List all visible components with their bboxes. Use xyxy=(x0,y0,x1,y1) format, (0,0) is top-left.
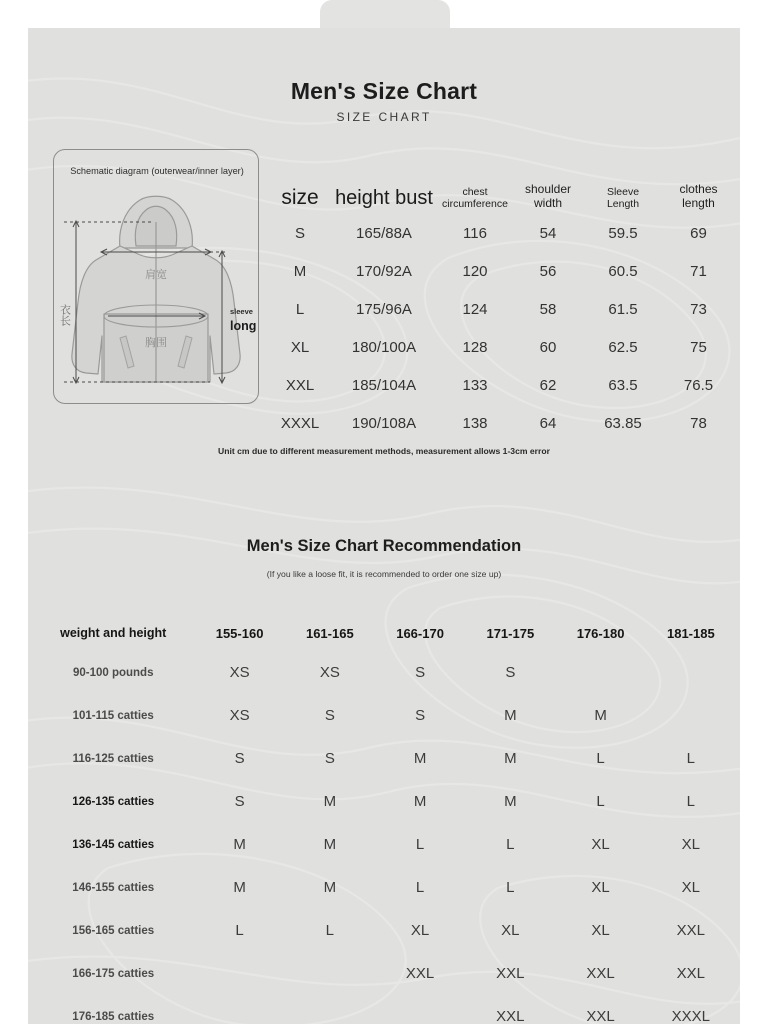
size-cell-length: 73 xyxy=(690,300,707,318)
label-sleeve-small: sleeve xyxy=(230,307,253,316)
size-cell-height_bust: 180/100A xyxy=(351,338,417,356)
size-cell-chest: 128 xyxy=(462,338,488,356)
table-row xyxy=(32,694,736,737)
recommended-size-cell: XS xyxy=(319,664,340,681)
recommended-size-cell xyxy=(555,651,645,694)
size-cell-sleeve: 61.5 xyxy=(608,300,638,318)
recommended-size-cell: L xyxy=(325,922,334,939)
recommended-size-cell xyxy=(646,694,736,737)
size-table xyxy=(271,152,736,442)
size-cell-shoulder: 58 xyxy=(539,300,557,318)
recommended-size-cell: S xyxy=(324,707,335,724)
recommended-size-cell: M xyxy=(233,836,246,853)
size-cell-length: 69 xyxy=(690,224,707,242)
size-cell-shoulder: 64 xyxy=(539,414,557,432)
recommended-size-cell: XL xyxy=(410,922,430,939)
size-cell-length: 76.5 xyxy=(683,376,714,394)
recommended-size-cell: M xyxy=(413,793,427,810)
weight-range-label: 90-100 pounds xyxy=(72,666,154,679)
recommended-size-cell: L xyxy=(686,750,696,767)
recommended-size-cell: L xyxy=(415,836,425,853)
weight-range-label: 156-165 catties xyxy=(72,924,155,937)
recommended-size-cell: M xyxy=(594,707,607,724)
recommended-size-cell: S xyxy=(234,793,245,810)
recommended-size-cell: XL xyxy=(681,836,701,853)
recommended-size-cell: XL xyxy=(591,879,610,896)
col-height-171-175: 171-175 xyxy=(486,625,535,641)
size-cell-chest: 138 xyxy=(462,414,488,432)
size-cell-height_bust: 190/108A xyxy=(351,414,417,432)
recommended-size-cell xyxy=(375,995,465,1024)
table-row xyxy=(271,328,736,366)
recommended-size-cell: S xyxy=(234,750,245,767)
table-row xyxy=(271,214,736,252)
size-cell-sleeve: 59.5 xyxy=(608,224,638,242)
label-sleeve-big: long xyxy=(230,319,257,333)
col-weight-and-height: weight and height xyxy=(60,626,167,640)
weight-range-label: 146-155 catties xyxy=(72,881,155,894)
label-clothes-length-cn: 衣长 xyxy=(58,304,72,326)
recommended-size-cell: S xyxy=(505,664,516,681)
size-cell-shoulder: 54 xyxy=(539,224,557,242)
size-cell-size: XXXL xyxy=(280,414,320,432)
recommended-size-cell: M xyxy=(413,750,427,767)
col-height-161-165: 161-165 xyxy=(305,625,354,641)
table-row xyxy=(271,252,736,290)
size-cell-length: 78 xyxy=(690,414,707,432)
recommendation-table xyxy=(32,615,736,1024)
recommendation-body xyxy=(32,651,736,1024)
recommended-size-cell: M xyxy=(323,793,337,810)
recommended-size-cell: XL xyxy=(591,836,610,853)
recommended-size-cell: XXL xyxy=(676,922,706,939)
size-cell-size: M xyxy=(293,262,307,280)
recommended-size-cell xyxy=(194,995,284,1024)
weight-range-label: 116-125 catties xyxy=(72,752,154,765)
size-cell-size: XXL xyxy=(285,376,315,394)
size-cell-sleeve: 63.85 xyxy=(604,414,642,432)
unit-note: Unit cm due to different measurement methods, measurement allows 1-3cm error xyxy=(218,446,550,456)
recommendation-header-row xyxy=(32,615,736,651)
recommended-size-cell: S xyxy=(324,750,335,767)
recommended-size-cell xyxy=(646,651,736,694)
table-row xyxy=(32,780,736,823)
recommended-size-cell xyxy=(285,952,375,995)
recommendation-subtitle: (If you like a loose fit, it is recommended to order one size up) xyxy=(266,569,502,579)
size-cell-height_bust: 185/104A xyxy=(351,376,417,394)
recommended-size-cell: L xyxy=(415,879,425,896)
size-table-header-row xyxy=(271,152,736,214)
col-shoulder-width: shoulder width xyxy=(524,182,572,210)
weight-range-label: 176-185 catties xyxy=(72,1010,155,1023)
size-cell-shoulder: 56 xyxy=(539,262,557,280)
label-shoulder-width-cn: 肩宽 xyxy=(145,268,167,281)
size-cell-height_bust: 170/92A xyxy=(356,262,412,280)
recommended-size-cell: XXL xyxy=(405,965,435,982)
recommended-size-cell: XS xyxy=(229,664,250,681)
table-row xyxy=(32,952,736,995)
size-cell-length: 71 xyxy=(690,262,707,280)
size-cell-height_bust: 165/88A xyxy=(356,224,412,242)
recommended-size-cell: L xyxy=(596,750,605,767)
recommended-size-cell: XL xyxy=(681,879,701,896)
col-height-166-170: 166-170 xyxy=(396,625,444,641)
table-row xyxy=(32,909,736,952)
recommended-size-cell: S xyxy=(415,707,426,724)
recommended-size-cell: M xyxy=(504,707,517,724)
schematic-diagram xyxy=(53,149,259,404)
size-chart-card xyxy=(28,28,740,1024)
recommended-size-cell: XXL xyxy=(586,1008,615,1024)
recommended-size-cell: M xyxy=(504,750,517,767)
weight-range-label: 166-175 catties xyxy=(72,967,155,980)
table-row xyxy=(32,651,736,694)
recommended-size-cell: L xyxy=(506,879,515,896)
recommended-size-cell: L xyxy=(235,922,244,939)
size-table-body xyxy=(271,214,736,442)
recommended-size-cell: XXL xyxy=(676,965,706,982)
recommended-size-cell: XL xyxy=(501,922,520,939)
col-size: size xyxy=(281,186,319,209)
size-cell-size: S xyxy=(294,224,305,242)
size-cell-length: 75 xyxy=(690,338,707,356)
table-row xyxy=(32,995,736,1024)
col-height-bust: height bust xyxy=(335,187,433,209)
size-cell-height_bust: 175/96A xyxy=(356,300,412,318)
size-cell-sleeve: 60.5 xyxy=(608,262,638,280)
size-cell-sleeve: 62.5 xyxy=(608,338,638,356)
recommendation-title: Men's Size Chart Recommendation xyxy=(246,537,522,555)
weight-range-label: 101-115 catties xyxy=(72,709,154,722)
size-cell-sleeve: 63.5 xyxy=(608,376,638,394)
size-cell-size: XL xyxy=(290,338,310,356)
size-cell-chest: 133 xyxy=(462,376,488,394)
table-row xyxy=(32,823,736,866)
label-chest-cn: 胸围 xyxy=(145,336,167,349)
size-cell-size: L xyxy=(295,300,305,318)
recommended-size-cell: M xyxy=(323,879,337,896)
col-height-155-160: 155-160 xyxy=(215,625,264,641)
table-row xyxy=(271,366,736,404)
weight-range-label: 126-135 catties xyxy=(72,795,155,808)
recommended-size-cell: XL xyxy=(591,922,610,939)
weight-range-label: 136-145 catties xyxy=(72,838,155,851)
col-height-176-180: 176-180 xyxy=(576,625,625,641)
recommended-size-cell: XXL xyxy=(496,1008,525,1024)
table-row xyxy=(32,866,736,909)
recommended-size-cell: L xyxy=(596,793,605,810)
size-cell-chest: 120 xyxy=(462,262,488,280)
size-cell-chest: 124 xyxy=(462,300,488,318)
recommended-size-cell: M xyxy=(504,793,517,810)
table-row xyxy=(271,404,736,442)
recommended-size-cell: L xyxy=(506,836,515,853)
table-row xyxy=(32,737,736,780)
size-cell-chest: 116 xyxy=(463,224,487,242)
recommended-size-cell: L xyxy=(686,793,696,810)
page-title: Men's Size Chart xyxy=(290,78,478,104)
jacket-illustration xyxy=(54,186,258,402)
size-cell-shoulder: 62 xyxy=(539,376,557,394)
recommended-size-cell: XS xyxy=(229,707,250,724)
recommended-size-cell xyxy=(285,995,375,1024)
col-clothes-length: clothes length xyxy=(679,182,718,210)
size-cell-shoulder: 60 xyxy=(539,338,557,356)
col-chest-circumference: chest circumference xyxy=(442,186,508,210)
recommended-size-cell: XXL xyxy=(496,965,525,982)
recommended-size-cell: M xyxy=(323,836,337,853)
recommended-size-cell xyxy=(194,952,284,995)
schematic-caption: Schematic diagram (outerwear/inner layer) xyxy=(70,166,244,176)
table-row xyxy=(271,290,736,328)
recommended-size-cell: M xyxy=(233,879,246,896)
col-height-181-185: 181-185 xyxy=(666,625,715,641)
col-sleeve-length: Sleeve Length xyxy=(606,186,640,210)
page-subtitle: SIZE CHART xyxy=(336,110,432,124)
recommended-size-cell: S xyxy=(415,664,426,681)
recommended-size-cell: XXXL xyxy=(671,1008,711,1024)
recommended-size-cell: XXL xyxy=(586,965,615,982)
